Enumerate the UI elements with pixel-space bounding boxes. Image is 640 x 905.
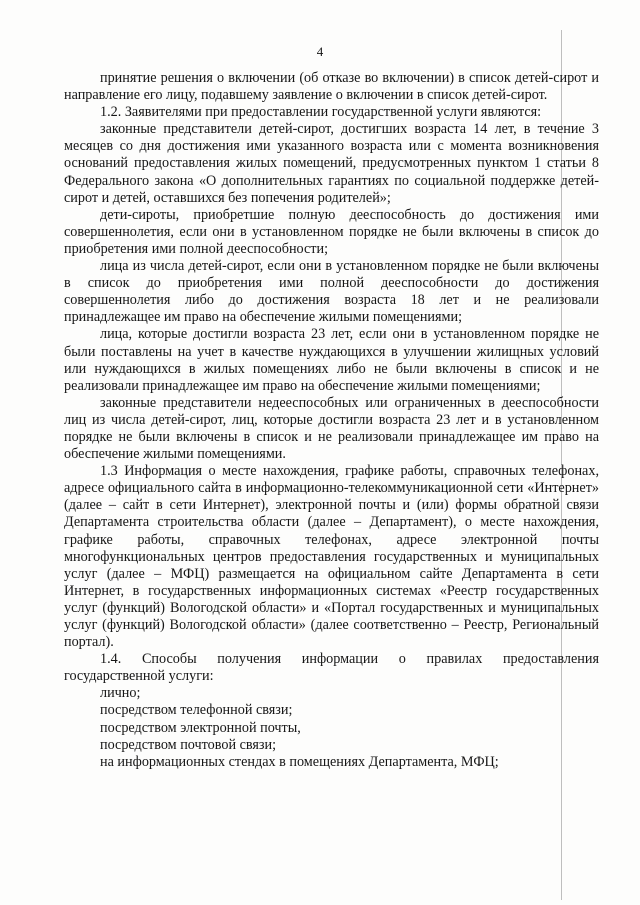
paragraph-representatives-incapacitated: законные представители недееспособных или ограниченных в дееспособности лиц из числа детей-сирот, лиц, которые достигли возраста 23 лет и в установленном порядке не были включены в список и не реализовали принадлежащее им право на обеспечение жилыми помещениями. — [64, 394, 599, 463]
list-item-telephone: посредством телефонной связи; — [100, 702, 293, 719]
paragraph-orphans-full-capacity: дети-сироты, приобретшие полную дееспособность до достижения ими совершеннолетия, если они в установленном порядке не были включены в список до приобретения ими полной дееспособности; — [64, 206, 599, 257]
list-item-postal: посредством почтовой связи; — [100, 736, 277, 753]
paragraph-1-4-methods: 1.4. Способы получения информации о правилах предоставления государственной услуги: — [64, 651, 599, 685]
list-item-info-stands: на информационных стендах в помещениях Департамента, МФЦ; — [100, 753, 499, 770]
document-body — [64, 70, 599, 771]
list-item-in-person: лично; — [100, 685, 141, 702]
paragraph-1-2-heading: 1.2. Заявителями при предоставлении государственной услуги являются: — [100, 104, 542, 121]
paragraph-persons-age-23: лица, которые достигли возраста 23 лет, если они в установленном порядке не были поставлены на учет в качестве нуждающихся в улучшении жилищных условий или нуждающихся в жилых помещениях либо не были включены в список и не реализовали принадлежащее им право на обеспечение жилыми помещениями; — [64, 326, 599, 394]
paragraph-1-3-information: 1.3 Информация о месте нахождения, графике работы, справочных телефонах, адресе официального сайта в информационно-телекоммуникационной сети «Интернет» (далее – сайт в сети Интернет), электронной почты и (или) формы обратной связи Департамента строительства области (далее – Департамент), о месте нахождения, графике работы, справочных телефонах, адресе электронной почты многофункциональных центров предоставления государственных и муниципальных услуг (далее – МФЦ) размещается на официальном сайте Департамента в сети Интернет, в государственных информационных системах «Реестр государственных услуг (функций) Вологодской области» и «Портал государственных и муниципальных услуг (функций) Вологодской области» (далее соответственно – Реестр, Региональный портал). — [64, 463, 599, 651]
paragraph-persons-from-orphans: лица из числа детей-сирот, если они в установленном порядке не были включены в список до приобретения ими полной дееспособности до достижения совершеннолетия либо до достижения возраста 18 лет и не реализовали принадлежащее им право на обеспечение жилыми помещениями; — [64, 258, 599, 326]
paragraph-list-inclusion-decision: принятие решения о включении (об отказе во включении) в список детей-сирот и направление его лицу, подавшему заявление о включении в список детей-сирот. — [64, 70, 599, 104]
paragraph-legal-representatives: законные представители детей-сирот, достигших возраста 14 лет, в течение 3 месяцев со дня достижения ими указанного возраста или с момента возникновения оснований предоставления жилых помещений, предусмотренных пунктом 1 статьи 8 Федерального закона «О дополнительных гарантиях по социальной поддержке детей-сирот и детей, оставшихся без попечения родителей»; — [64, 121, 599, 206]
list-item-email: посредством электронной почты, — [100, 719, 301, 736]
page-number: 4 — [316, 44, 324, 59]
